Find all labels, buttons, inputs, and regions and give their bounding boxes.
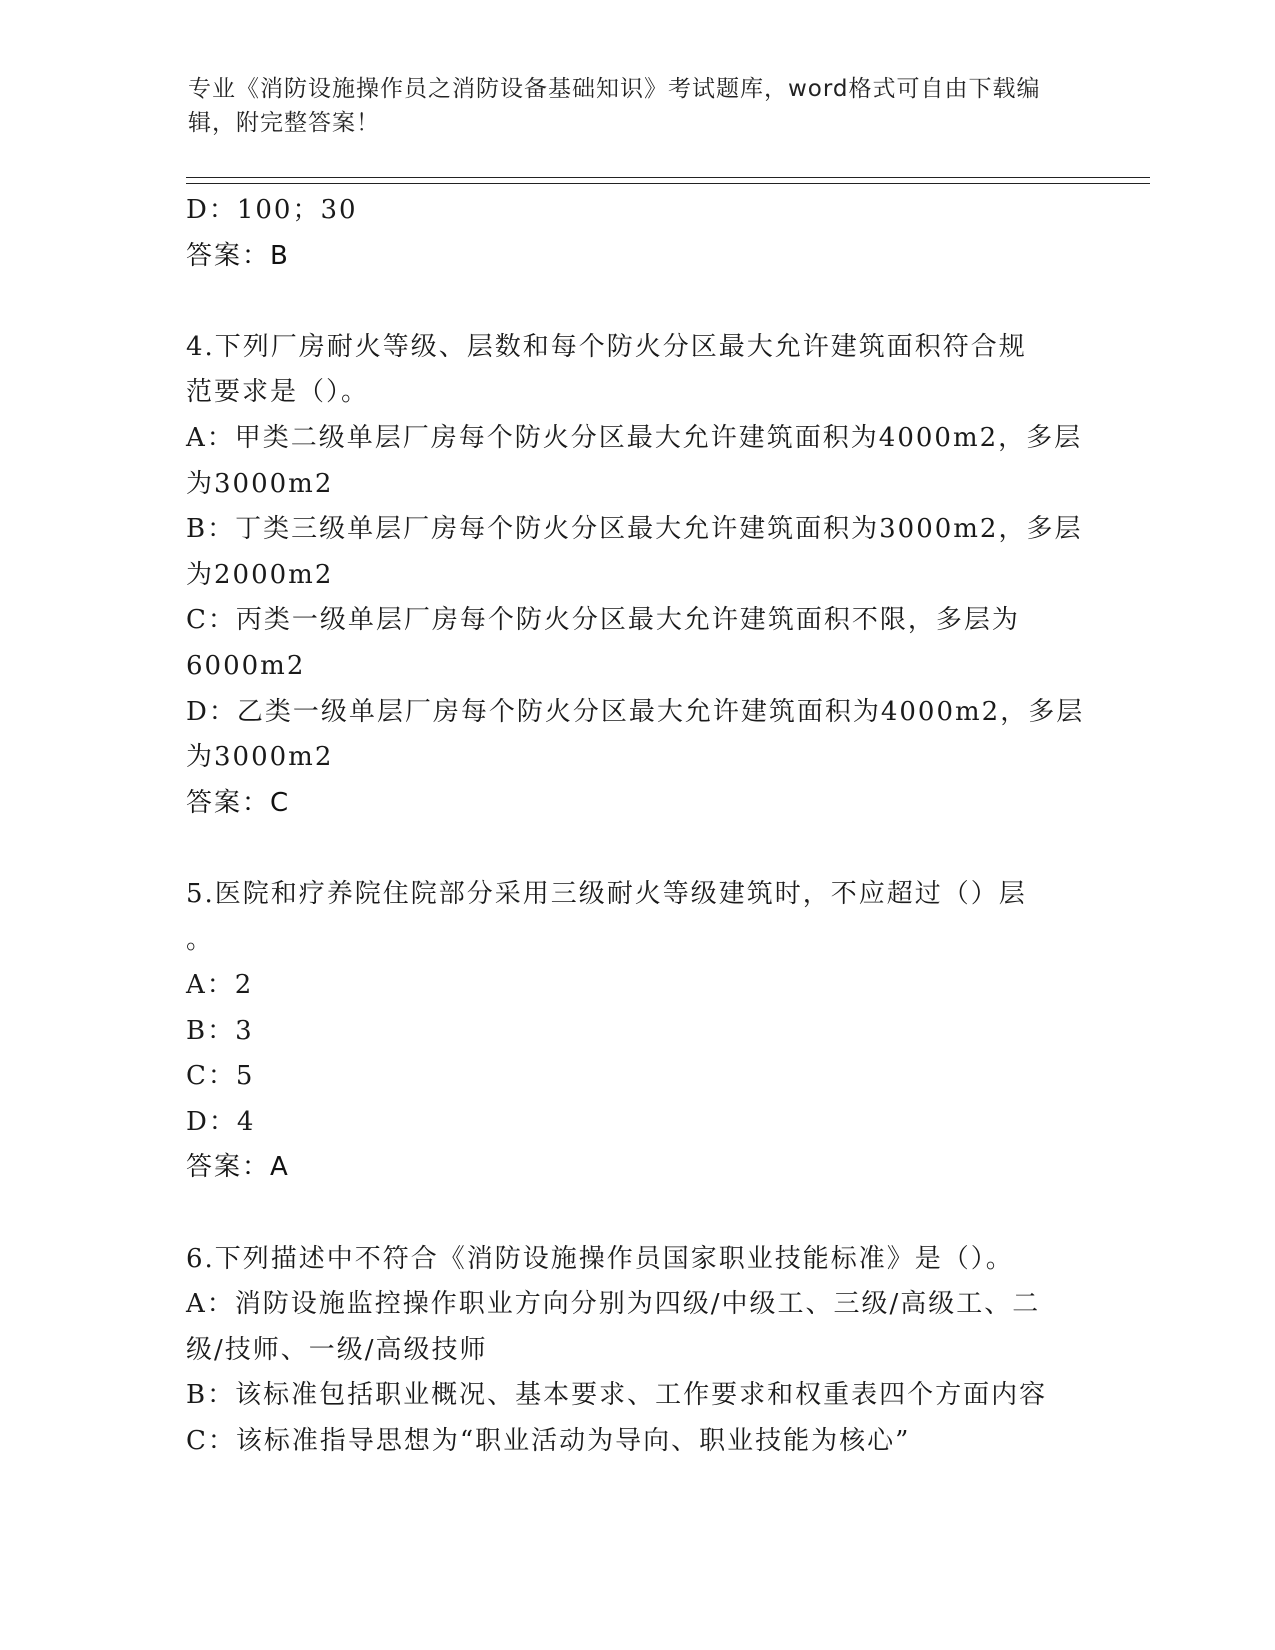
- question-6-option-b: B：该标准包括职业概况、基本要求、工作要求和权重表四个方面内容: [186, 1380, 1048, 1411]
- question-5-stem: 5.医院和疗养院住院部分采用三级耐火等级建筑时，不应超过（）层: [186, 878, 1027, 909]
- question-4-option-c-cont: 6000m2: [186, 650, 306, 681]
- header-line-2: 辑，附完整答案！: [188, 110, 380, 136]
- question-4-option-d-cont: 为3000m2: [186, 742, 334, 773]
- spacer: [186, 279, 1086, 325]
- answer-line: 答案：B: [186, 240, 290, 271]
- question-4-option-b-cont: 为2000m2: [186, 559, 334, 590]
- question-4-option-b: B：丁类三级单层厂房每个防火分区最大允许建筑面积为3000m2，多层: [186, 514, 1083, 545]
- question-6-option-a-cont: 级/技师、一级/高级技师: [186, 1334, 488, 1365]
- question-6-stem: 6.下列描述中不符合《消防设施操作员国家职业技能标准》是（）。: [186, 1243, 1014, 1274]
- spacer: [186, 826, 1086, 872]
- question-4-stem: 4.下列厂房耐火等级、层数和每个防火分区最大允许建筑面积符合规: [186, 331, 1027, 362]
- question-6-option-a: A：消防设施监控操作职业方向分别为四级/中级工、三级/高级工、二: [186, 1289, 1041, 1320]
- question-content: [186, 188, 1086, 1465]
- question-6-option-c: C：该标准指导思想为“职业活动为导向、职业技能为核心”: [186, 1426, 911, 1457]
- question-5-option-b: B：3: [186, 1015, 254, 1046]
- question-4-stem-cont: 范要求是（）。: [186, 377, 370, 408]
- question-4-option-c: C：丙类一级单层厂房每个防火分区最大允许建筑面积不限，多层为: [186, 605, 1020, 636]
- header-divider-bottom: [186, 183, 1150, 184]
- header-divider-top: [186, 177, 1150, 178]
- question-5-option-c: C：5: [186, 1061, 255, 1092]
- question-5-option-d: D：4: [186, 1106, 256, 1137]
- question-4-option-d: D：乙类一级单层厂房每个防火分区最大允许建筑面积为4000m2，多层: [186, 696, 1085, 727]
- option-d: D：100；30: [186, 195, 358, 225]
- question-4-option-a-cont: 为3000m2: [186, 468, 334, 499]
- header-line-1: 专业《消防设施操作员之消防设备基础知识》考试题库，word格式可自由下载编: [188, 76, 1041, 102]
- question-5-answer: 答案：A: [186, 1152, 290, 1183]
- question-4-answer: 答案：C: [186, 787, 291, 818]
- document-header: [188, 72, 1068, 140]
- question-5-stem-cont: 。: [186, 924, 215, 955]
- spacer: [186, 1191, 1086, 1237]
- question-5-option-a: A：2: [186, 970, 254, 1001]
- question-4-option-a: A：甲类二级单层厂房每个防火分区最大允许建筑面积为4000m2，多层: [186, 422, 1083, 453]
